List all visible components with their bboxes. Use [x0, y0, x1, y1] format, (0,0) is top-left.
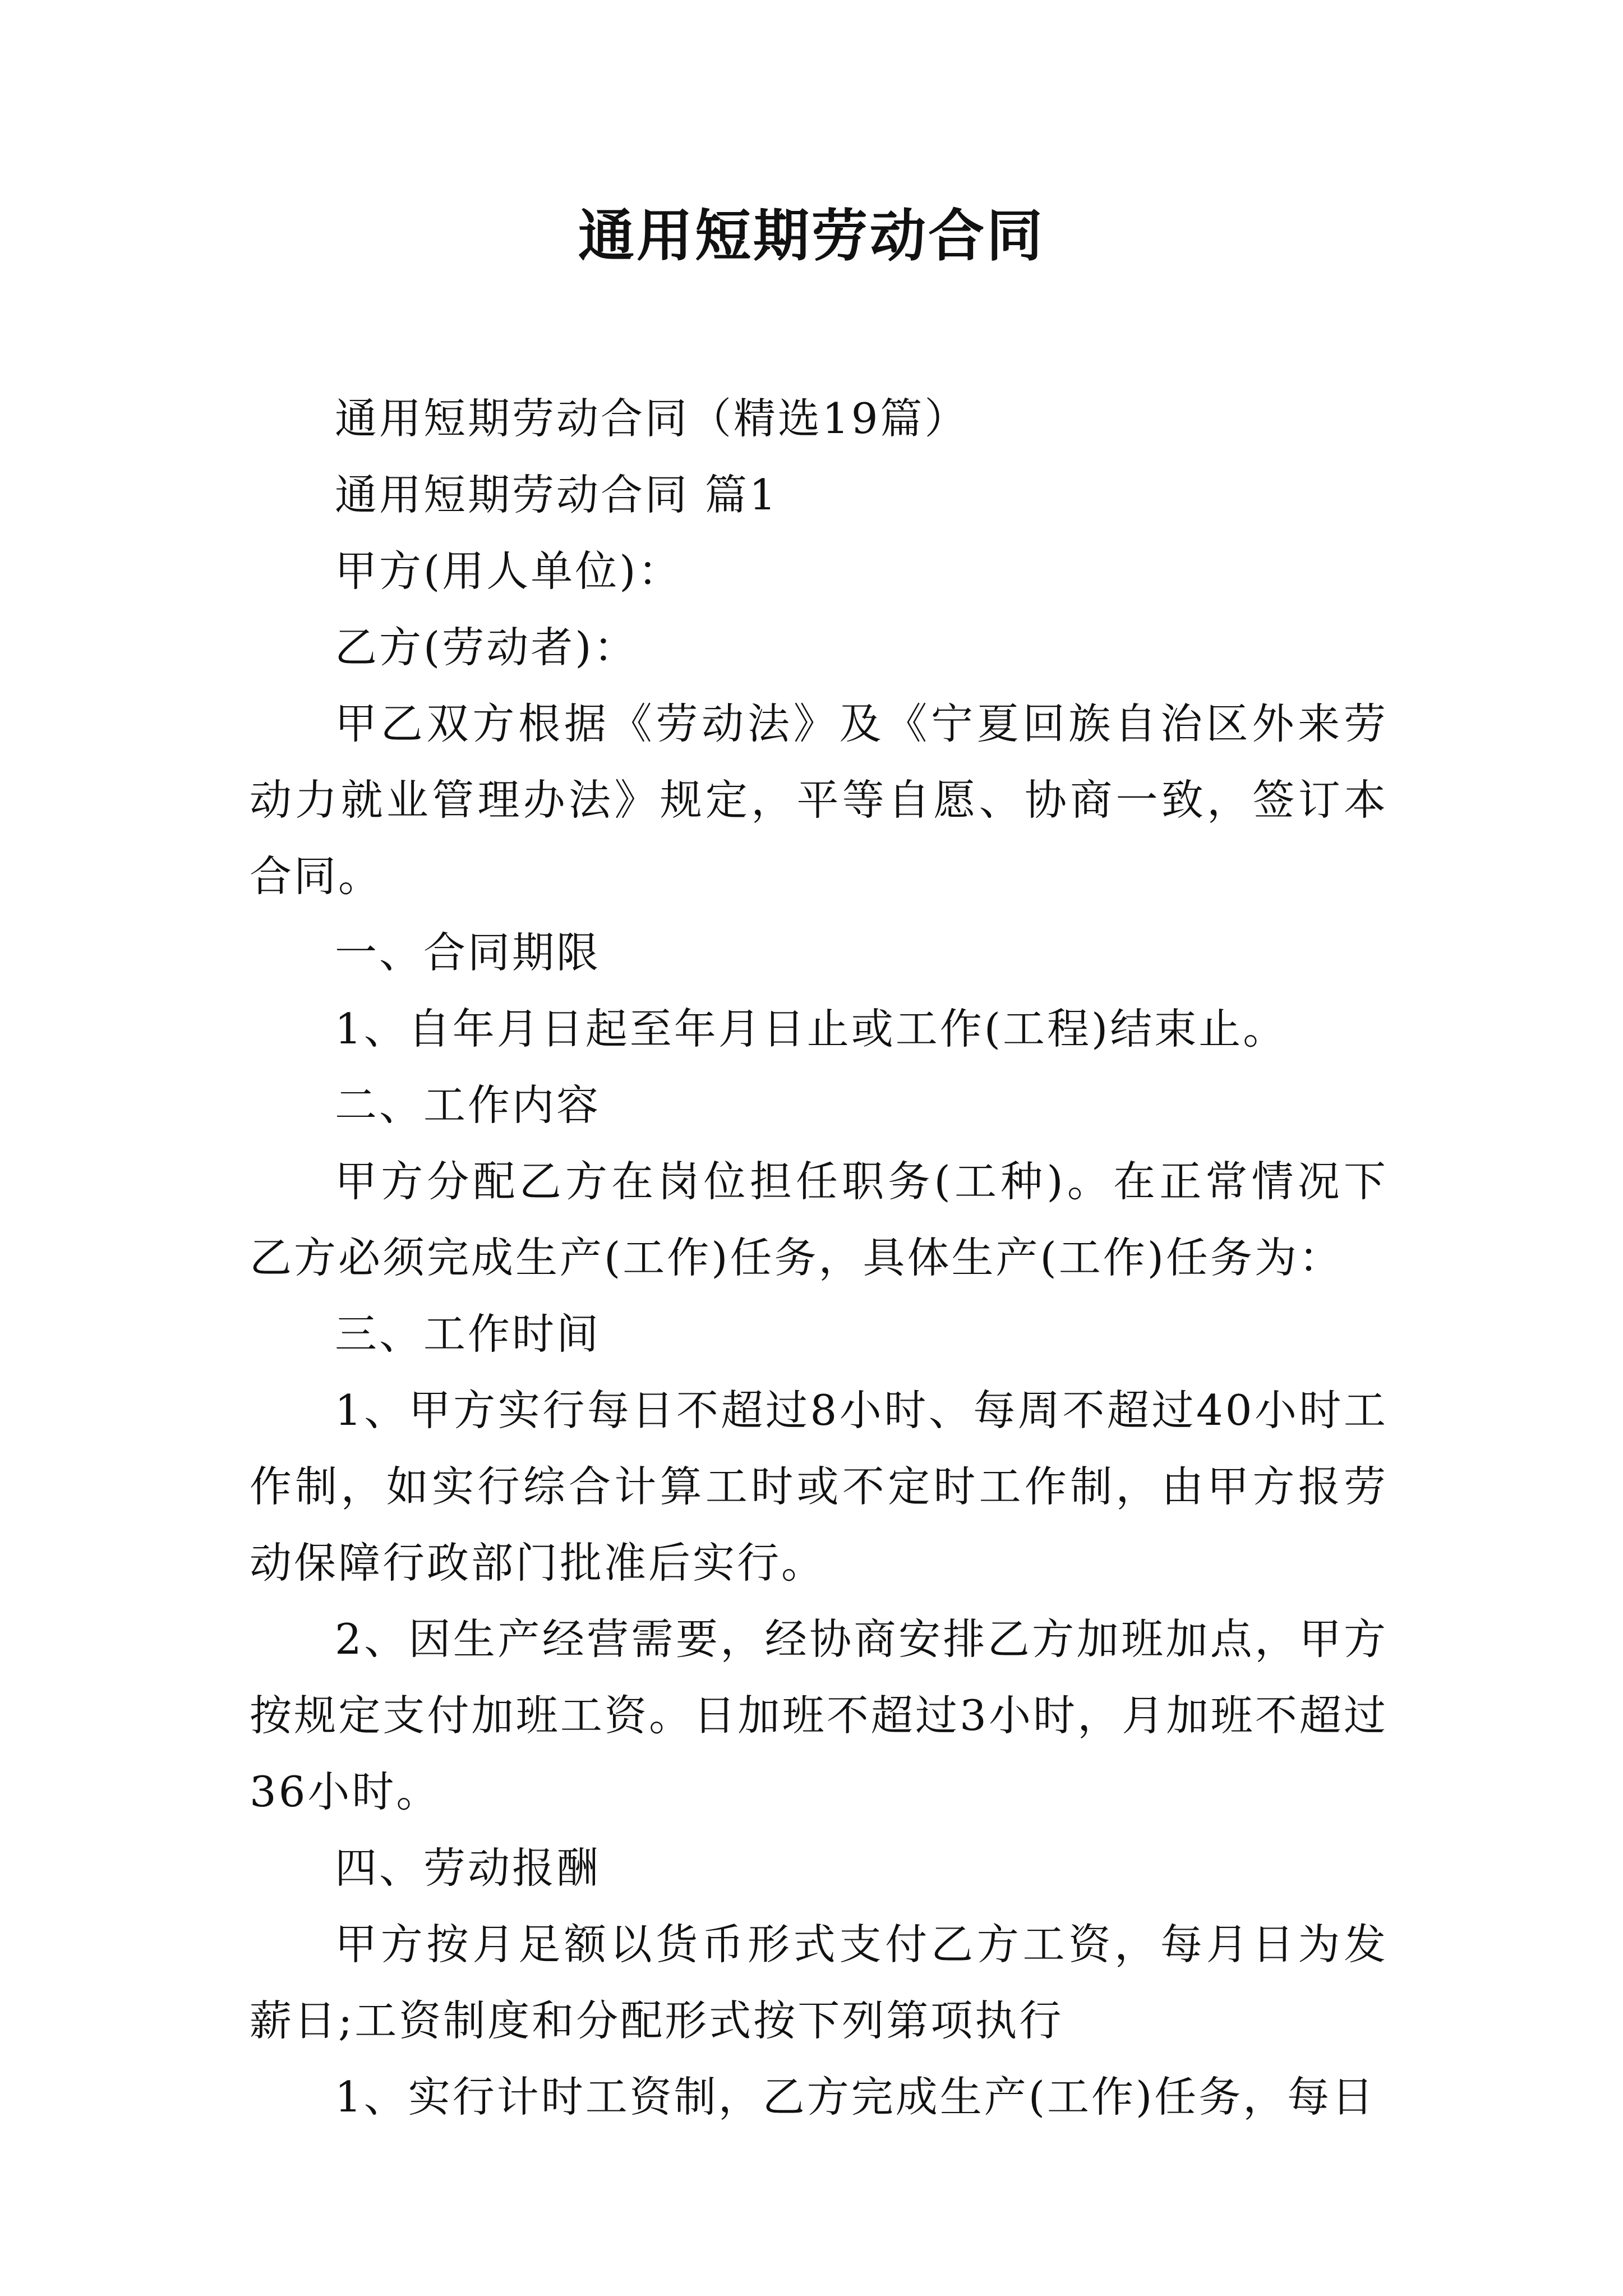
paragraph-party-b: 乙方(劳动者)： [335, 623, 638, 672]
paragraph-preamble: 甲乙双方根据《劳动法》及《宁夏回族自治区外来劳动力就业管理办法》规定，平等自愿、协商一致，签订本合同。 [250, 699, 1388, 901]
paragraph-party-a: 甲方(用人单位)： [335, 546, 683, 596]
paragraph-work-hours-2: 2、因生产经营需要，经协商安排乙方加班加点，甲方按规定支付加班工资。日加班不超过3小时，月加班不超过36小时。 [250, 1614, 1388, 1816]
paragraph-work-content: 甲方分配乙方在岗位担任职务(工种)。在正常情况下乙方必须完成生产(工作)任务，具体生产(工作)任务为： [250, 1157, 1388, 1282]
paragraph-term-1: 1、自年月日起至年月日止或工作(工程)结束止。 [335, 1004, 1288, 1053]
paragraph-remuneration-1: 1、实行计时工资制，乙方完成生产(工作)任务，每日 [335, 2072, 1376, 2122]
paragraph-heading-work-hours: 三、工作时间 [335, 1309, 601, 1359]
paragraph-heading-term: 一、合同期限 [335, 928, 601, 977]
paragraph-subtitle: 通用短期劳动合同（精选19篇） [335, 394, 969, 443]
paragraph-section-heading: 通用短期劳动合同 篇1 [335, 470, 778, 519]
document-body [250, 380, 1388, 2135]
paragraph-remuneration: 甲方按月足额以货币形式支付乙方工资，每月日为发薪日;工资制度和分配形式按下列第项执行 [250, 1920, 1388, 2045]
paragraph-heading-work-content: 二、工作内容 [335, 1080, 601, 1130]
document-title: 通用短期劳动合同 [578, 203, 1045, 269]
paragraph-heading-remuneration: 四、劳动报酬 [335, 1843, 601, 1893]
paragraph-work-hours-1: 1、甲方实行每日不超过8小时、每周不超过40小时工作制，如实行综合计算工时或不定时工作制，由甲方报劳动保障行政部门批准后实行。 [250, 1386, 1388, 1588]
